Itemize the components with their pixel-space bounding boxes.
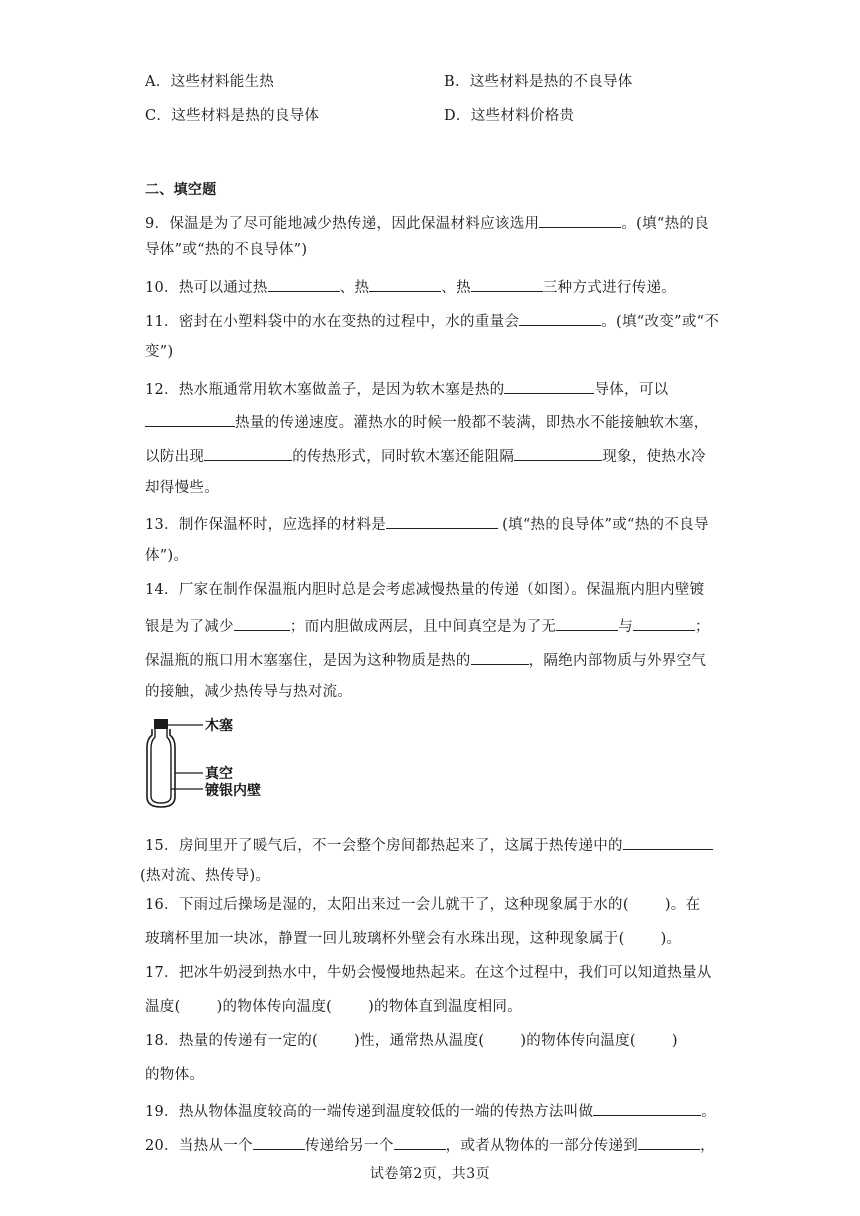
question-18-line-2: 的物体。 <box>145 1067 205 1083</box>
answer-blank[interactable] <box>145 410 235 427</box>
label-vacuum: 真空 <box>205 766 233 782</box>
question-12-line-1: 12．热水瓶通常用软木塞做盖子，是因为软木塞是热的 导体，可以 <box>145 377 668 400</box>
question-14-line-2: 银是为了减少 ；而内胆做成两层，且中间真空是为了无 与 ； <box>145 614 710 637</box>
question-14-line-3: 保温瓶的瓶口用木塞塞住，是因为这种物质是热的 ，隔绝内部物质与外界空气 <box>145 648 706 671</box>
label-silver: 镀银内壁 <box>205 783 261 799</box>
answer-blank[interactable] <box>519 309 601 326</box>
question-16-line-1: 16．下雨过后操场是湿的，太阳出来过一会儿就干了，这种现象属于水的( )。在 <box>145 897 701 913</box>
answer-blank[interactable] <box>593 1099 701 1116</box>
option-d: D．这些材料价格贵 <box>444 108 575 124</box>
question-14-line-1: 14．厂家在制作保温瓶内胆时总是会考虑减慢热量的传递（如图）。保温瓶内胆内壁镀 <box>145 582 705 598</box>
answer-blank[interactable] <box>369 275 441 292</box>
answer-blank[interactable] <box>556 614 618 631</box>
question-18-line-1: 18．热量的传递有一定的( )性，通常热从温度( )的物体传向温度( ) <box>145 1033 678 1049</box>
question-13-line-2: 体”)。 <box>145 548 189 564</box>
question-12-line-3: 以防出现 的传热形式，同时软木塞还能阻隔 现象，使热水冷 <box>145 444 706 467</box>
label-cork: 木塞 <box>205 718 233 734</box>
question-10: 10．热可以通过热 、热 、热 三种方式进行传递。 <box>145 275 676 298</box>
question-16-line-2: 玻璃杯里加一块冰，静置一回儿玻璃杯外壁会有水珠出现，这种现象属于( )。 <box>145 931 682 947</box>
answer-blank[interactable] <box>633 614 695 631</box>
page-footer: 试卷第2页，共3页 <box>369 1166 491 1182</box>
question-11-line-1: 11．密封在小塑料袋中的水在变热的过程中，水的重量会 。(填“改变”或“不 <box>145 309 719 332</box>
question-14-line-4: 的接触，减少热传导与热对流。 <box>145 684 353 700</box>
question-11-line-2: 变”) <box>145 344 174 360</box>
answer-blank[interactable] <box>504 377 594 394</box>
answer-blank[interactable] <box>268 275 340 292</box>
answer-blank[interactable] <box>638 1133 700 1150</box>
question-20: 20．当热从一个 传递给另一个 ，或者从物体的一部分传递到 ， <box>145 1133 715 1156</box>
answer-blank[interactable] <box>234 614 290 631</box>
thermos-diagram <box>143 717 283 809</box>
question-12-line-4: 却得慢些。 <box>145 480 219 496</box>
question-13-line-1: 13．制作保温杯时，应选择的材料是 (填“热的良导体”或“热的不良导 <box>145 512 709 535</box>
inner-wall <box>151 729 171 803</box>
option-c: C．这些材料是热的良导体 <box>145 108 320 124</box>
answer-blank[interactable] <box>386 512 498 529</box>
option-a: A．这些材料能生热 <box>145 74 275 90</box>
answer-blank[interactable] <box>471 648 529 665</box>
answer-blank[interactable] <box>539 211 621 228</box>
question-9-line-2: 导体”或“热的不良导体”) <box>145 242 308 258</box>
question-19: 19．热从物体温度较高的一端传递到温度较低的一端的传热方法叫做 。 <box>145 1099 716 1122</box>
question-17-line-2: 温度( )的物体传向温度( )的物体直到温度相同。 <box>145 999 523 1015</box>
option-b: B．这些材料是热的不良导体 <box>444 74 633 90</box>
section-title: 二、填空题 <box>145 182 217 198</box>
answer-blank[interactable] <box>394 1133 446 1150</box>
answer-blank[interactable] <box>514 444 602 461</box>
question-12-line-2: 热量的传递速度。灌热水的时候一般都不装满，即热水不能接触软木塞， <box>145 410 709 433</box>
answer-blank[interactable] <box>204 444 292 461</box>
answer-blank[interactable] <box>623 833 713 850</box>
question-15-line-2: (热对流、热传导)。 <box>140 868 271 884</box>
answer-blank[interactable] <box>253 1133 305 1150</box>
question-17-line-1: 17．把冰牛奶浸到热水中，牛奶会慢慢地热起来。在这个过程中，我们可以知道热量从 <box>145 965 712 981</box>
question-15-line-1: 15．房间里开了暖气后，不一会整个房间都热起来了，这属于热传递中的 <box>145 833 713 856</box>
question-9-line-1: 9．保温是为了尽可能地减少热传递，因此保温材料应该选用 。(填“热的良 <box>145 211 709 234</box>
answer-blank[interactable] <box>471 275 543 292</box>
cork-shape <box>154 719 168 729</box>
